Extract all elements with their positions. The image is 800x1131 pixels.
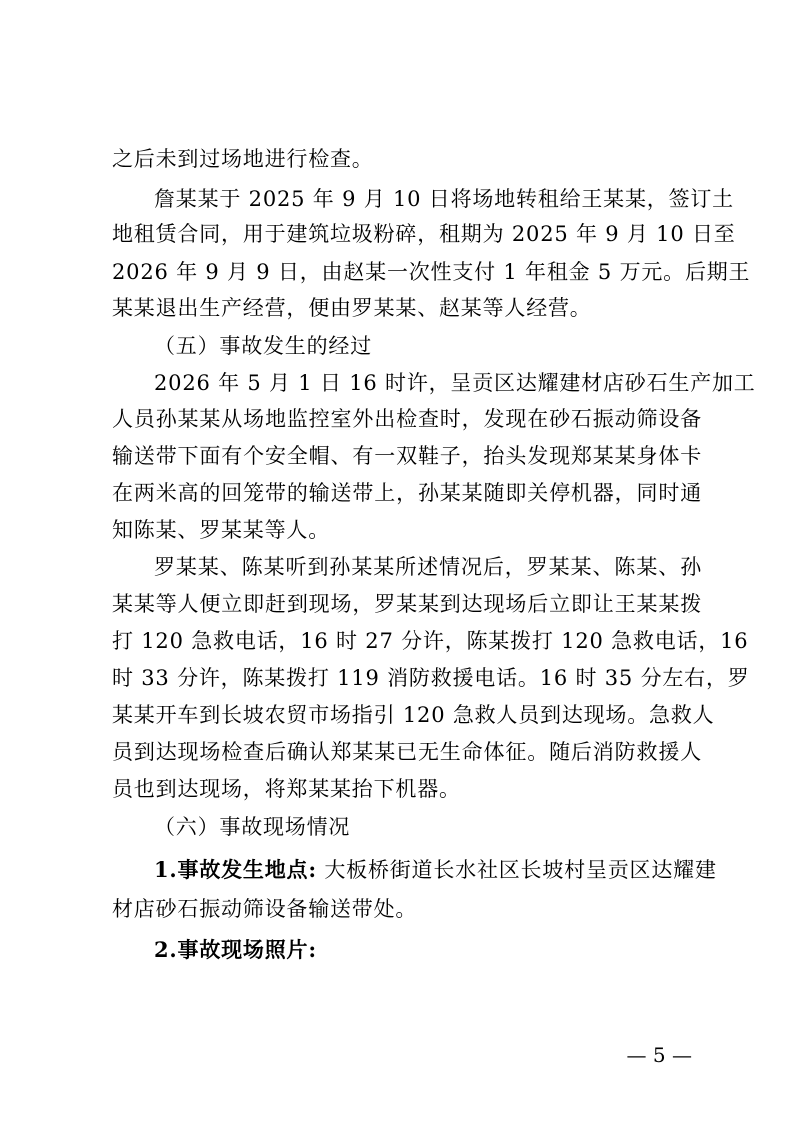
text-line-2: 詹某某于 2025 年 9 月 10 日将场地转租给王某某，签订土 bbox=[154, 187, 734, 211]
text-line-5: 某某退出生产经营，便由罗某某、赵某等人经营。 bbox=[112, 296, 592, 320]
item-body-accident-location: 大板桥街道长水社区长坡村呈贡区达耀建 bbox=[316, 858, 717, 882]
text-line-4: 2026 年 9 月 9 日，由赵某一次性支付 1 年租金 5 万元。后期王 bbox=[112, 260, 751, 284]
section-heading-six: （六）事故现场情况 bbox=[154, 815, 351, 839]
text-line-18: 员也到达现场，将郑某某抬下机器。 bbox=[112, 777, 461, 801]
text-line-7: 2026 年 5 月 1 日 16 时许，呈贡区达耀建材店砂石生产加工 bbox=[154, 371, 756, 395]
text-line-20 bbox=[154, 852, 717, 888]
text-line-3: 地租赁合同，用于建筑垃圾粉碎，租期为 2025 年 9 月 10 日至 bbox=[112, 222, 736, 246]
text-line-17: 员到达现场检查后确认郑某某已无生命体征。随后消防救援人 bbox=[112, 740, 702, 764]
page-number: — 5 — bbox=[626, 1043, 692, 1067]
text-line-8: 人员孙某某从场地监控室外出检查时，发现在砂石振动筛设备 bbox=[112, 407, 702, 431]
item-heading-accident-location: 1.事故发生地点: bbox=[154, 857, 317, 882]
text-line-12: 罗某某、陈某听到孙某某所述情况后，罗某某、陈某、孙 bbox=[154, 555, 702, 579]
text-line-9: 输送带下面有个安全帽、有一双鞋子，抬头发现郑某某身体卡 bbox=[112, 444, 702, 468]
text-line-14: 打 120 急救电话，16 时 27 分许，陈某拨打 120 急救电话，16 bbox=[112, 629, 749, 653]
text-line-15: 时 33 分许，陈某拨打 119 消防救援电话。16 时 35 分左右，罗 bbox=[112, 666, 750, 690]
text-line-13: 某某等人便立即赶到现场，罗某某到达现场后立即让王某某拨 bbox=[112, 592, 702, 616]
text-line-11: 知陈某、罗某某等人。 bbox=[112, 518, 330, 542]
text-line-21: 材店砂石振动筛设备输送带处。 bbox=[112, 897, 418, 921]
text-line-1: 之后未到过场地进行检查。 bbox=[112, 147, 374, 171]
text-line-10: 在两米高的回笼带的输送带上，孙某某随即关停机器，同时通 bbox=[112, 481, 702, 505]
text-line-16: 某某开车到长坡农贸市场指引 120 急救人员到达现场。急救人 bbox=[112, 703, 715, 727]
section-heading-five: （五）事故发生的经过 bbox=[154, 334, 372, 358]
item-heading-scene-photos: 2.事故现场照片: bbox=[154, 937, 317, 962]
